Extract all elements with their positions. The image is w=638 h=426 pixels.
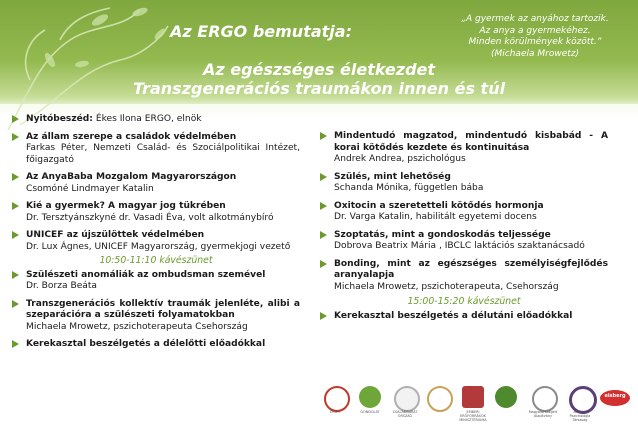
- item-title: UNICEF az újszülöttek védelmében: [26, 230, 205, 240]
- quote-author: (Michaela Mrowetz): [491, 48, 579, 59]
- sponsor-logos: [318, 382, 634, 422]
- item-speaker: Dr. Varga Katalin, habilitált egyetemi docens: [334, 212, 537, 222]
- coffee-break: 15:00-15:20 kávészünet: [407, 296, 521, 307]
- arrow-bullet-icon: [320, 173, 327, 181]
- crest-logo: [422, 382, 454, 422]
- left-program-column: [12, 114, 300, 351]
- ministry-logo: EMBERI ERŐFORRÁSOK MINISZTÉRIUMA: [455, 382, 491, 422]
- opening-item: [12, 114, 300, 126]
- item-speaker: Ékes Ilona ERGO, elnök: [92, 114, 202, 124]
- tree-logo: [491, 382, 521, 422]
- item-title: Az állam szerepe a családok védelmében: [26, 131, 237, 142]
- presenter-line: Az ERGO bemutatja:: [170, 22, 352, 41]
- item-speaker: Andrek Andrea, pszichológus: [334, 154, 466, 164]
- program-item: [320, 131, 608, 166]
- arrow-bullet-icon: [12, 133, 19, 141]
- program-item: [320, 201, 608, 224]
- item-title: Kerekasztal beszélgetés a délelőtti előadókkal: [26, 339, 266, 349]
- csaladbarat-logo: CSALÁDBARÁT ORSZÁG: [388, 382, 422, 422]
- item-title: Szoptatás, mint a gondoskodás teljessége: [334, 229, 551, 240]
- affective-psychology-logo: Affektív Pszichológia Társaság: [564, 382, 596, 422]
- arrow-bullet-icon: [12, 340, 19, 348]
- item-title: Transzgenerációs kollektív traumák jelenléte, alibi a szeparációra a szülészeti folyamatokban: [26, 298, 300, 320]
- ergo-logo: ERGO: [318, 382, 352, 422]
- program-item: [12, 230, 300, 253]
- coffee-break: 10:50-11:10 kávészünet: [99, 255, 213, 266]
- title-line-2: Transzgenerációs traumákon innen és túl: [132, 79, 506, 98]
- item-title: Kerekasztal beszélgetés a délutáni előadókkal: [334, 310, 573, 321]
- quote-line: „A gyermek az anyához tartozik.: [461, 14, 609, 24]
- quote-block: [438, 14, 632, 60]
- quote-line: Minden körülmények között.”: [468, 37, 602, 47]
- item-title: Mindentudó magzatod, mindentudó kisbabád - A korai kötődés kezdete és kontinuitása: [334, 131, 608, 153]
- item-speaker: Dobrova Beatrix Mária , IBCLC laktációs szaktanácsadó: [334, 241, 585, 251]
- item-speaker: Csomóné Lindmayer Katalin: [26, 183, 154, 194]
- right-program-column: [320, 131, 608, 322]
- arrow-bullet-icon: [12, 231, 19, 239]
- program-item: [12, 299, 300, 334]
- foundation-logo: Magyarországért Alapítvány: [523, 382, 563, 422]
- item-title: Nyitóbeszéd:: [26, 114, 93, 124]
- program-item: [12, 339, 300, 351]
- item-speaker: Michaela Mrowetz, pszichoterapeuta Csehország: [26, 321, 248, 332]
- eisberg-logo: eisberg: [598, 382, 632, 422]
- arrow-bullet-icon: [320, 132, 327, 140]
- item-speaker: Schanda Mónika, független bába: [334, 183, 484, 193]
- item-speaker: Dr. Borza Beáta: [26, 281, 98, 291]
- program-item: [12, 132, 300, 167]
- program-item: [320, 172, 608, 195]
- arrow-bullet-icon: [12, 300, 19, 308]
- arrow-bullet-icon: [12, 115, 19, 123]
- program-item: [12, 201, 300, 224]
- item-title: Bonding, mint az egészséges személyiségfejlődés aranyalapja: [334, 258, 608, 280]
- gondolat-logo: GONDOLAT: [353, 382, 387, 422]
- item-title: Szülés, mint lehetőség: [334, 171, 451, 182]
- item-title: Kié a gyermek? A magyar jog tükrében: [26, 201, 226, 211]
- arrow-bullet-icon: [320, 231, 327, 239]
- arrow-bullet-icon: [320, 312, 327, 320]
- item-speaker: Dr. Tersztyánszkyné dr. Vasadi Éva, volt alkotmánybíró: [26, 212, 274, 223]
- title-line-1: Az egészséges életkezdet: [202, 60, 436, 79]
- item-speaker: Michaela Mrowetz, pszichoterapeuta, Csehország: [334, 281, 559, 292]
- arrow-bullet-icon: [12, 173, 19, 181]
- program-item: [320, 230, 608, 253]
- program-item: [12, 270, 300, 293]
- arrow-bullet-icon: [320, 202, 327, 210]
- arrow-bullet-icon: [320, 260, 327, 268]
- item-speaker: Farkas Péter, Nemzeti Család- és Szociálpolitikai Intézet, főigazgató: [26, 143, 300, 165]
- item-title: Az AnyaBaba Mozgalom Magyarországon: [26, 172, 237, 182]
- program-item: [320, 311, 608, 323]
- arrow-bullet-icon: [12, 271, 19, 279]
- item-title: Oxitocin a szeretetteli kötődés hormonja: [334, 200, 544, 211]
- program-item: [320, 259, 608, 294]
- quote-line: Az anya a gyermekéhez.: [479, 25, 591, 36]
- item-speaker: Dr. Lux Ágnes, UNICEF Magyarország, gyermekjogi vezető: [26, 241, 291, 252]
- arrow-bullet-icon: [12, 202, 19, 210]
- item-title: Szülészeti anomáliák az ombudsman szemével: [26, 269, 266, 280]
- program-item: [12, 172, 300, 195]
